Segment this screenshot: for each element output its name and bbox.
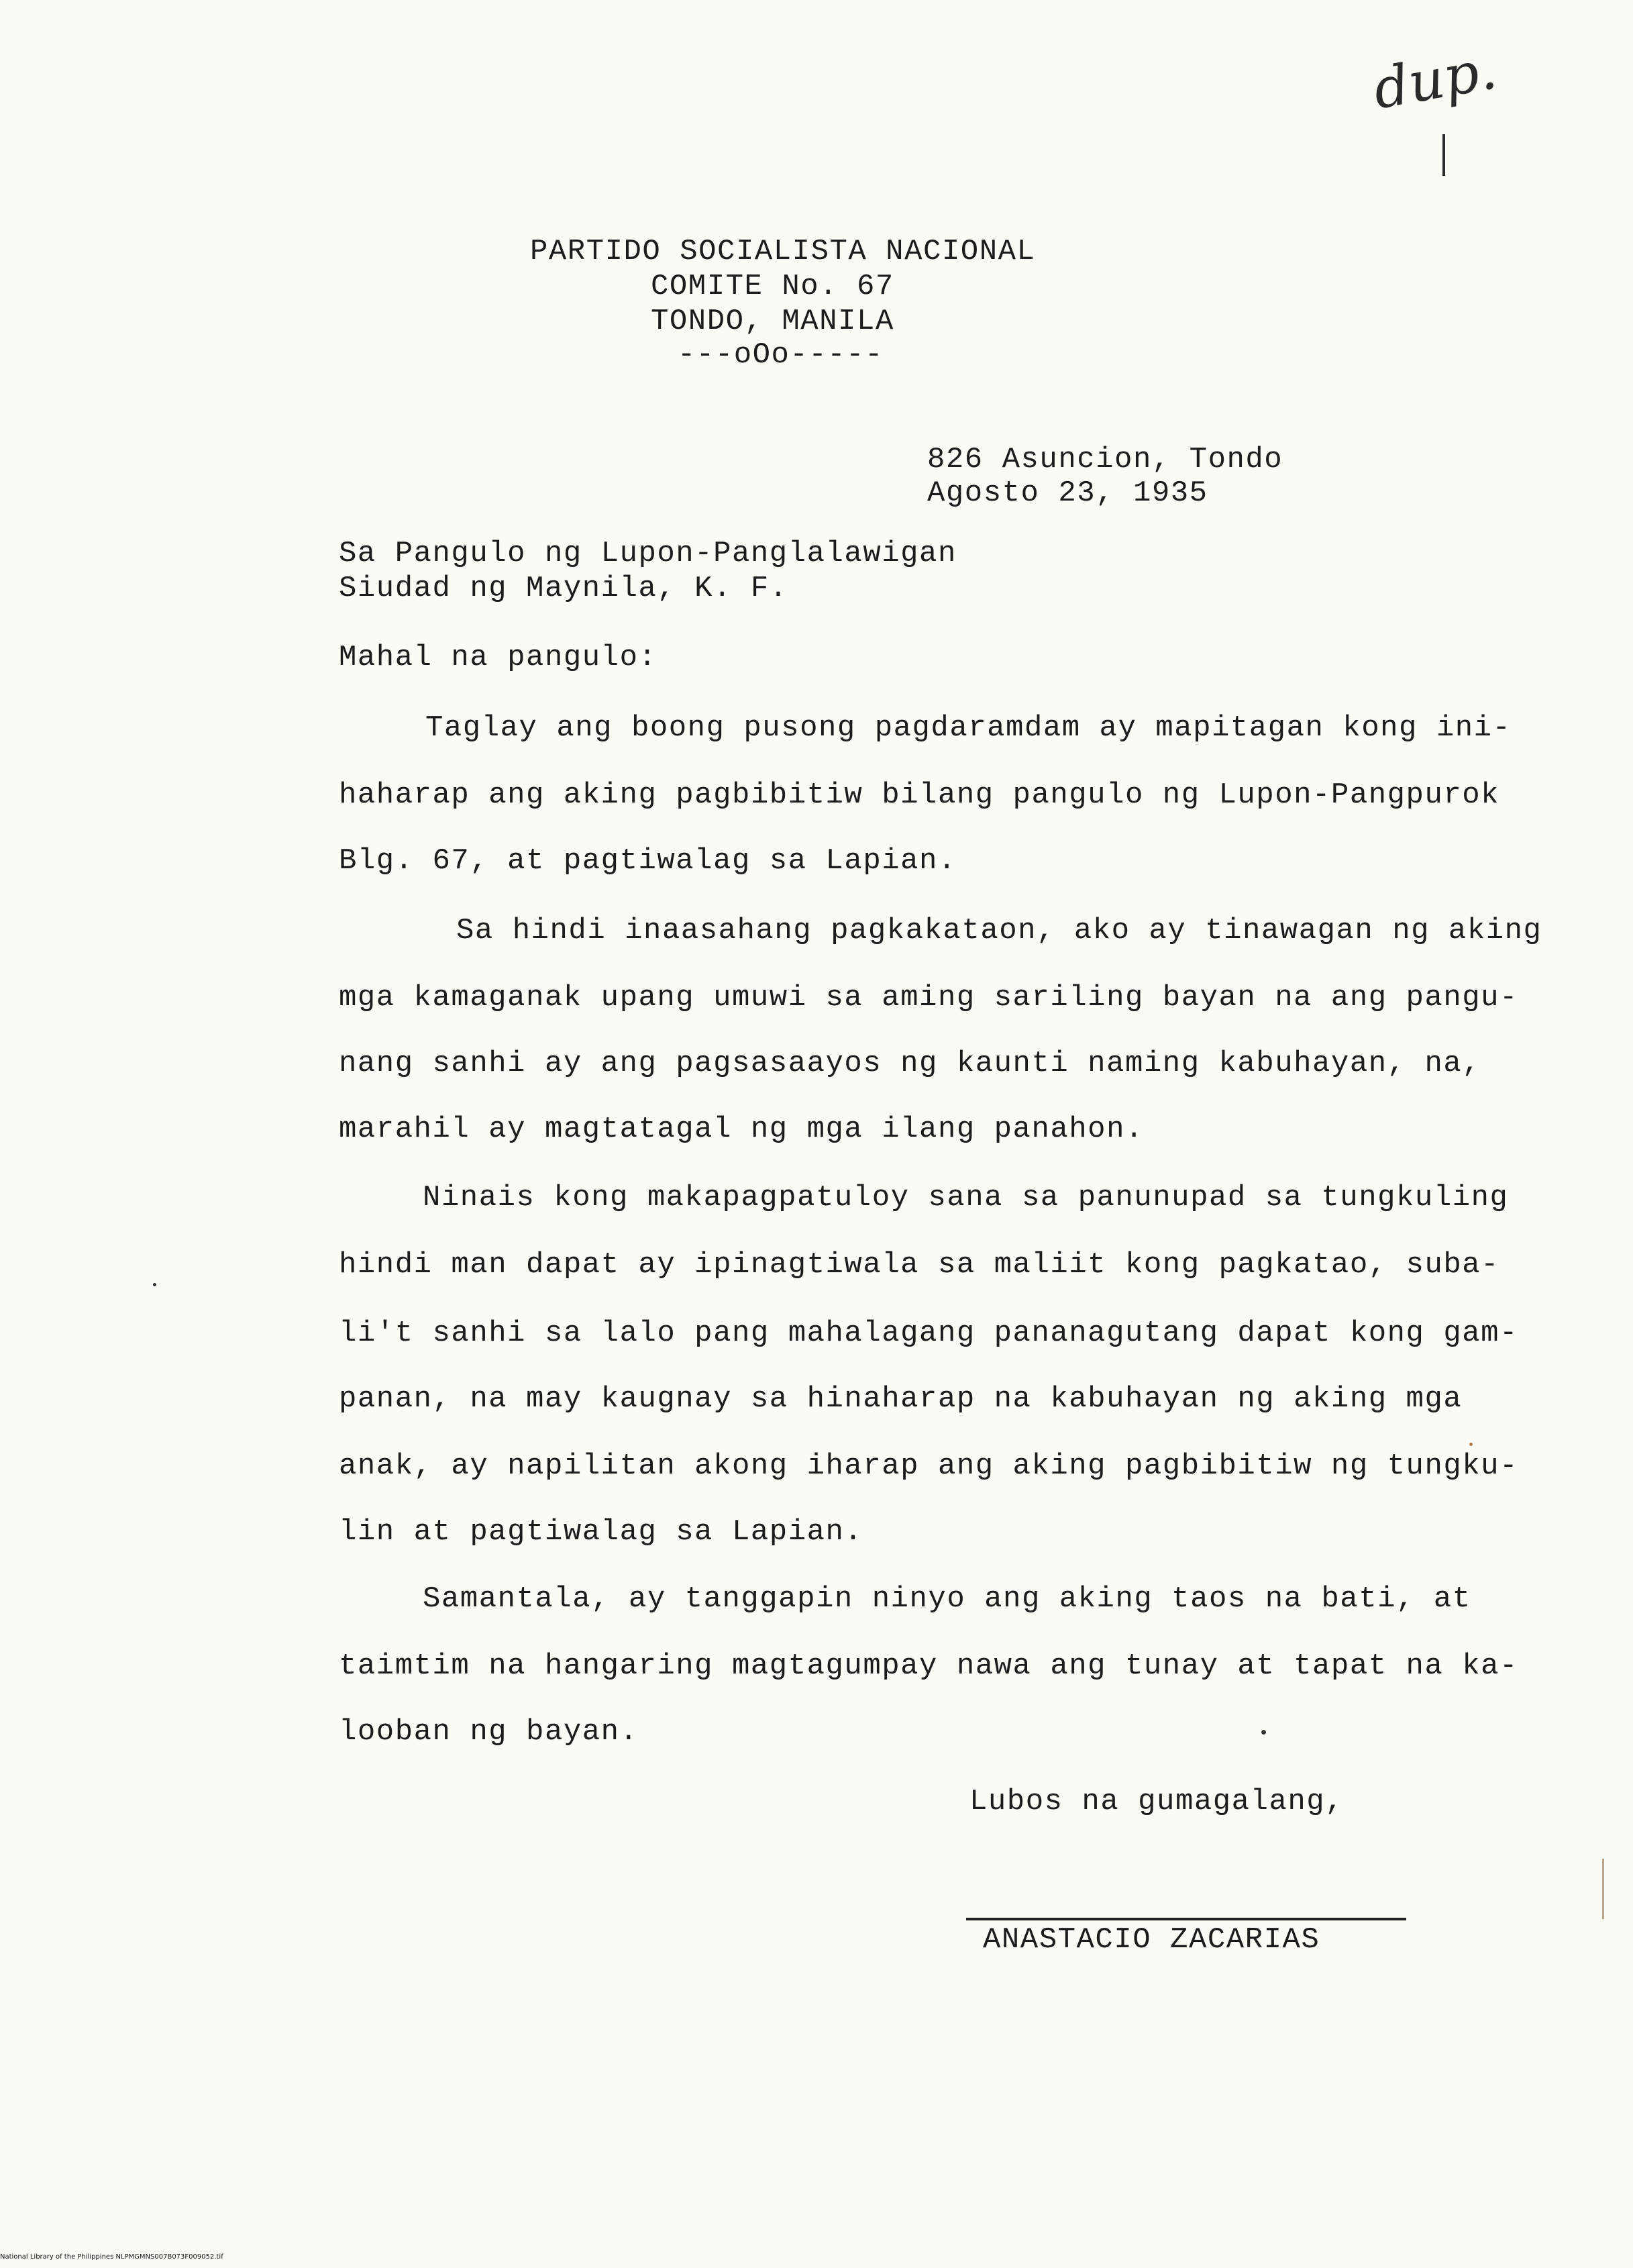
body-line: Sa hindi inaasahang pagkakataon, ako ay tinawagan ng aking <box>456 914 1542 947</box>
body-line: marahil ay magtatagal ng mga ilang panahon. <box>339 1113 1144 1146</box>
recipient-line-1: Sa Pangulo ng Lupon-Panglalawigan <box>339 537 957 570</box>
body-line: Ninais kong makapagpatuloy sana sa panunupad sa tungkuling <box>423 1181 1509 1215</box>
letterhead-ornament: ---oOo----- <box>678 338 884 372</box>
ink-speck <box>1469 1443 1473 1446</box>
letter-date: Agosto 23, 1935 <box>927 476 1208 510</box>
ink-speck <box>1261 1730 1266 1735</box>
body-line: li't sanhi sa lalo pang mahalagang pananagutang dapat kong gam- <box>339 1317 1518 1350</box>
body-line: haharap ang aking pagbibitiw bilang pangulo ng Lupon-Pangpurok <box>339 778 1500 812</box>
closing: Lubos na gumagalang, <box>969 1785 1345 1818</box>
signatory-name: ANASTACIO ZACARIAS <box>983 1923 1320 1957</box>
body-line: panan, na may kaugnay sa hinaharap na kabuhayan ng aking mga <box>339 1382 1463 1416</box>
body-line: looban ng bayan. <box>339 1715 639 1749</box>
body-line: lin at pagtiwalag sa Lapian. <box>339 1515 863 1549</box>
handwritten-annotation: dup. <box>1369 38 1502 122</box>
body-line: nang sanhi ay ang pagsasaayos ng kaunti naming kabuhayan, na, <box>339 1047 1481 1080</box>
body-line: hindi man dapat ay ipinagtiwala sa maliit kong pagkatao, suba- <box>339 1248 1500 1282</box>
body-line: mga kamaganak upang umuwi sa aming sariling bayan na ang pangu- <box>339 981 1518 1015</box>
recipient-line-2: Siudad ng Maynila, K. F. <box>339 572 788 605</box>
body-line: taimtim na hangaring magtagumpay nawa ang tunay at tapat na ka- <box>339 1649 1518 1683</box>
annotation-stroke <box>1442 134 1445 176</box>
body-line: anak, ay napilitan akong iharap ang aking pagbibitiw ng tungku- <box>339 1449 1518 1483</box>
ink-speck <box>153 1283 156 1286</box>
sender-address: 826 Asuncion, Tondo <box>927 443 1283 476</box>
paper-edge-mark <box>1602 1859 1604 1919</box>
letterhead-committee: COMITE No. 67 <box>651 270 894 303</box>
archive-footer: National Library of the Philippines NLPMGMNS007B073F009052.tif <box>0 2253 223 2261</box>
signature-line <box>966 1918 1406 1920</box>
salutation: Mahal na pangulo: <box>339 641 657 674</box>
body-line: Taglay ang boong pusong pagdaramdam ay mapitagan kong ini- <box>425 711 1512 745</box>
letterhead-location: TONDO, MANILA <box>651 305 894 338</box>
body-line: Samantala, ay tanggapin ninyo ang aking taos na bati, at <box>423 1582 1471 1616</box>
body-line: Blg. 67, at pagtiwalag sa Lapian. <box>339 844 957 878</box>
letterhead-organization: PARTIDO SOCIALISTA NACIONAL <box>530 235 1036 268</box>
